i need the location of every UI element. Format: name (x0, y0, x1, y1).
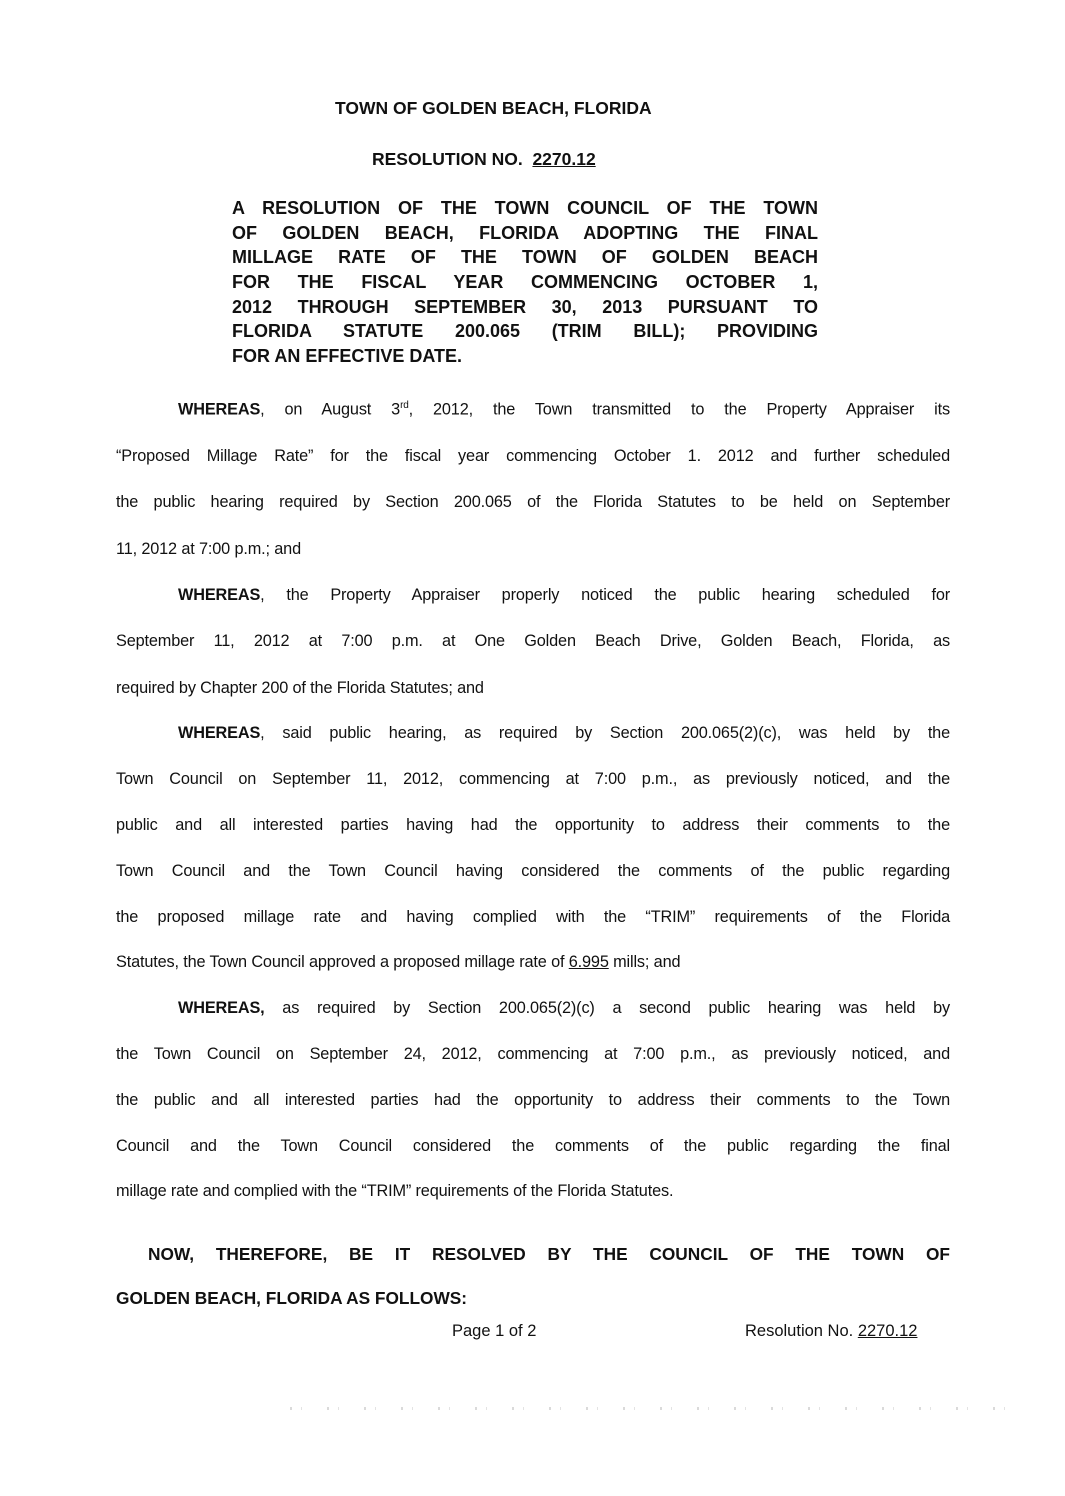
body-line: Council and the Town Council considered the comments of the public regarding the final (116, 1137, 950, 1155)
footer-resolution-number: 2270.12 (857, 1322, 918, 1340)
town-heading: TOWN OF GOLDEN BEACH, FLORIDA (335, 98, 652, 118)
body-line (178, 586, 950, 605)
millage-rate: 6.995 (568, 953, 609, 971)
ordinal-suffix: rd (400, 400, 409, 411)
scan-artifact (290, 1407, 1010, 1410)
body-line: the public and all interested parties had the opportunity to address their comments to the Town (116, 1091, 950, 1109)
text-run: mills; and (608, 953, 681, 971)
page-number: Page 1 of 2 (452, 1322, 537, 1340)
caption-line: FOR THE FISCAL YEAR COMMENCING OCTOBER 1, (232, 272, 818, 293)
body-line: September 11, 2012 at 7:00 p.m. at One Golden Beach Drive, Golden Beach, Florida, as (116, 632, 950, 650)
text-run: , the Property Appraiser properly noticed the public hearing scheduled for (260, 586, 950, 604)
text-run: Statutes, the Town Council approved a proposed millage rate of (116, 953, 569, 971)
footer-resolution (745, 1322, 917, 1341)
resolution-caption (232, 196, 818, 369)
body-line: public and all interested parties having had the opportunity to address their comments to the (116, 816, 950, 834)
whereas-label: WHEREAS (178, 586, 261, 604)
body-line (178, 724, 950, 743)
resolved-line: NOW, THEREFORE, BE IT RESOLVED BY THE COUNCIL OF THE TOWN OF (148, 1244, 950, 1264)
caption-line: 2012 THROUGH SEPTEMBER 30, 2013 PURSUANT TO (232, 296, 818, 317)
caption-line: MILLAGE RATE OF THE TOWN OF GOLDEN BEACH (232, 247, 818, 268)
text-run: , on August 3 (260, 400, 401, 419)
body-line (178, 999, 950, 1018)
caption-line: FLORIDA STATUTE 200.065 (TRIM BILL); PROVIDING (232, 321, 818, 342)
text-run: , said public hearing, as required by Section 200.065(2)(c), was held by the (260, 724, 950, 742)
text-run: , 2012, the Town transmitted to the Property Appraiser its (408, 400, 950, 419)
body-line: “Proposed Millage Rate” for the fiscal year commencing October 1. 2012 and further scheduled (116, 447, 950, 465)
whereas-label: WHEREAS (178, 400, 261, 419)
caption-line: A RESOLUTION OF THE TOWN COUNCIL OF THE TOWN (232, 198, 818, 218)
caption-line: OF GOLDEN BEACH, FLORIDA ADOPTING THE FINAL (232, 222, 818, 243)
body-line: millage rate and complied with the “TRIM” requirements of the Florida Statutes. (116, 1182, 674, 1200)
caption-line: FOR AN EFFECTIVE DATE. (232, 346, 463, 367)
body-line (178, 400, 950, 419)
footer-resolution-label: Resolution No. (745, 1322, 858, 1340)
whereas-label: WHEREAS (178, 724, 261, 742)
body-line: Town Council on September 11, 2012, commencing at 7:00 p.m., as previously noticed, and the (116, 770, 950, 788)
body-line: the proposed millage rate and having complied with the “TRIM” requirements of the Florida (116, 908, 950, 926)
body-line: the public hearing required by Section 200.065 of the Florida Statutes to be held on September (116, 493, 950, 511)
body-line: Town Council and the Town Council having considered the comments of the public regarding (116, 862, 950, 880)
body-line: required by Chapter 200 of the Florida Statutes; and (116, 679, 484, 697)
resolution-number: 2270.12 (532, 149, 596, 169)
body-line: 11, 2012 at 7:00 p.m.; and (116, 540, 301, 558)
resolution-label: RESOLUTION NO. (372, 149, 523, 169)
body-line: the Town Council on September 24, 2012, commencing at 7:00 p.m., as previously noticed, and (116, 1045, 950, 1063)
resolution-heading (372, 149, 596, 170)
body-line (116, 953, 950, 972)
whereas-label: WHEREAS, (178, 999, 265, 1017)
text-run: as required by Section 200.065(2)(c) a second public hearing was held by (264, 999, 950, 1017)
resolved-line: GOLDEN BEACH, FLORIDA AS FOLLOWS: (116, 1288, 468, 1308)
